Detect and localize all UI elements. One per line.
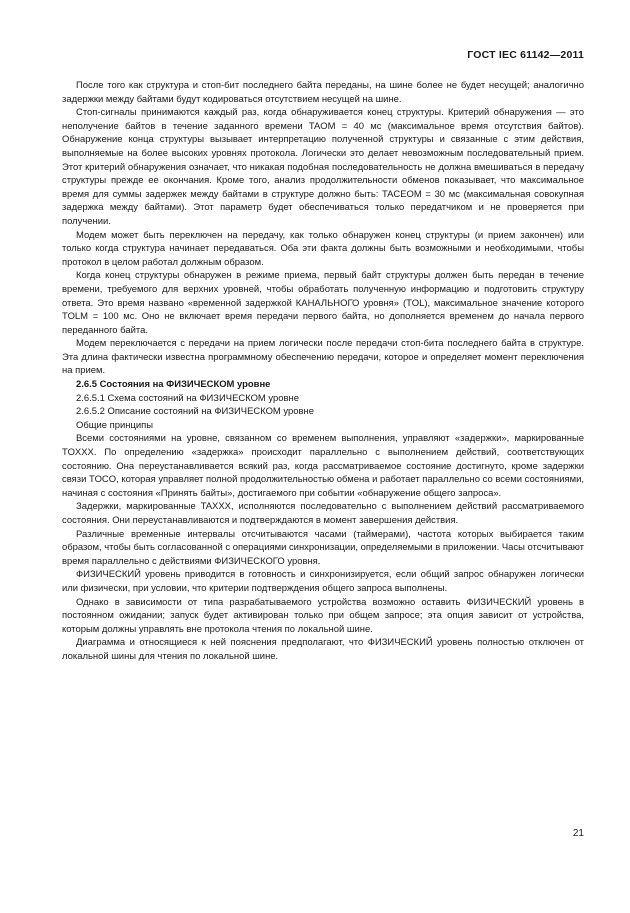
document-body (62, 79, 584, 664)
subsection-heading: 2.6.5.1 Схема состояний на ФИЗИЧЕСКОМ уровне (76, 392, 299, 404)
paragraph: Различные временные интервалы отсчитываются часами (таймерами), частота которых выбирается таким образом, чтобы быть согласованной с операциями синхронизации, определяемыми в приложении. Часы отсчитывают время параллельно с действиями ФИЗИЧЕСКОГО уровня. (62, 528, 585, 567)
paragraph: После того как структура и стоп-бит последнего байта переданы, на шине более не будет несущей; аналогично задержки между байтами будут кодироваться отсутствием несущей на шине. (62, 80, 584, 105)
paragraph: Всеми состояниями на уровне, связанном со временем выполнения, управляют «задержки», маркированные TOXXX. По определению «задержка» происходит параллельно с выполнением действий, соответствующих состоянию. Она переустанавливается всякий раз, когда рассматриваемое состояние достигнуто, кроме задержки связи TOCO, которая управляет полной продолжительностью обмена и работает параллельно со всеми состояниями, начиная с состояния «Принять байты», достигаемого при событии «обнаружение общего запроса». (62, 433, 584, 499)
standard-header: ГОСТ IEC 61142—2011 (467, 49, 584, 61)
paragraph: Задержки, маркированные TAXXX, исполняются последовательно с выполнением действий рассматриваемого состояния. Они переустанавливаются и подтверждаются в момент завершения действия. (62, 501, 584, 526)
paragraph: ФИЗИЧЕСКИЙ уровень приводится в готовность и синхронизируется, если общий запрос обнаружен логически или физически, при условии, что критерии подтверждения общего запроса выполнены. (62, 569, 584, 594)
paragraph: Однако в зависимости от типа разрабатываемого устройства возможно оставить ФИЗИЧЕСКИЙ уровень в постоянном ожидании; запуск будет активирован только при общем запросе; эта опция зависит от устройства, которым должны управлять вне протокола чтения по локальной шине. (62, 596, 584, 635)
subsection-heading: 2.6.5.2 Описание состояний на ФИЗИЧЕСКОМ уровне (76, 406, 314, 418)
paragraph: Модем может быть переключен на передачу, как только обнаружен конец структуры (и прием закончен) или только когда структура начинает передаваться. Оба эти факта должны быть возможными и необходимыми, чтобы протокол в целом работал должным образом. (62, 229, 584, 268)
section-heading: 2.6.5 Состояния на ФИЗИЧЕСКОМ уровне (76, 379, 271, 391)
paragraph: Когда конец структуры обнаружен в режиме приема, первый байт структуры должен быть передан в течение времени, требуемого для верхних уровней, чтобы обработать полученную информацию и подготовить структуру ответа. Это время названо «временной задержкой КАНАЛЬНОГО уровня» (TOL), максимальное значение которого TOLM = 100 мс. Оно не включает время передачи первого байта, но дополняется временем до начала первого переданного байта. (62, 270, 584, 336)
subsection-heading: Общие принципы (76, 419, 154, 431)
paragraph: Стоп-сигналы принимаются каждый раз, когда обнаруживается конец структуры. Критерий обнаружения — это неполучение байтов в течение заданного времени TAOM = 40 мс (максимальное время отсутствия байтов). Обнаружение конца структуры вызывает интерпретацию полученной структуры и связанные с этим действия, выполняемые на более высоких уровнях протокола. Логически это делает невозможным последовательный прием. Этот критерий обнаружения означает, что никакая подобная последовательность не должна вмешиваться в передачу структуры прежде ее окончания. Кроме того, анализ продолжительности обменов показывает, что максимальное время для суммы задержек между байтами в структуре должно быть: TACEOM = 30 мс (максимальная совокупная задержка между байтами). Этот параметр будет обеспечиваться только передатчиком и не проверяется при получении. (62, 107, 584, 227)
page-number: 21 (572, 828, 584, 839)
paragraph: Модем переключается с передачи на прием логически после передачи стоп-бита последнего байта в структуре. Эта длина фактически известна программному обеспечению передачи, которое и определяет момент переключения на прием. (62, 338, 584, 377)
paragraph: Диаграмма и относящиеся к ней пояснения предполагают, что ФИЗИЧЕСКИЙ уровень полностью отключен от локальной шины для чтения по локальной шине. (62, 637, 584, 662)
